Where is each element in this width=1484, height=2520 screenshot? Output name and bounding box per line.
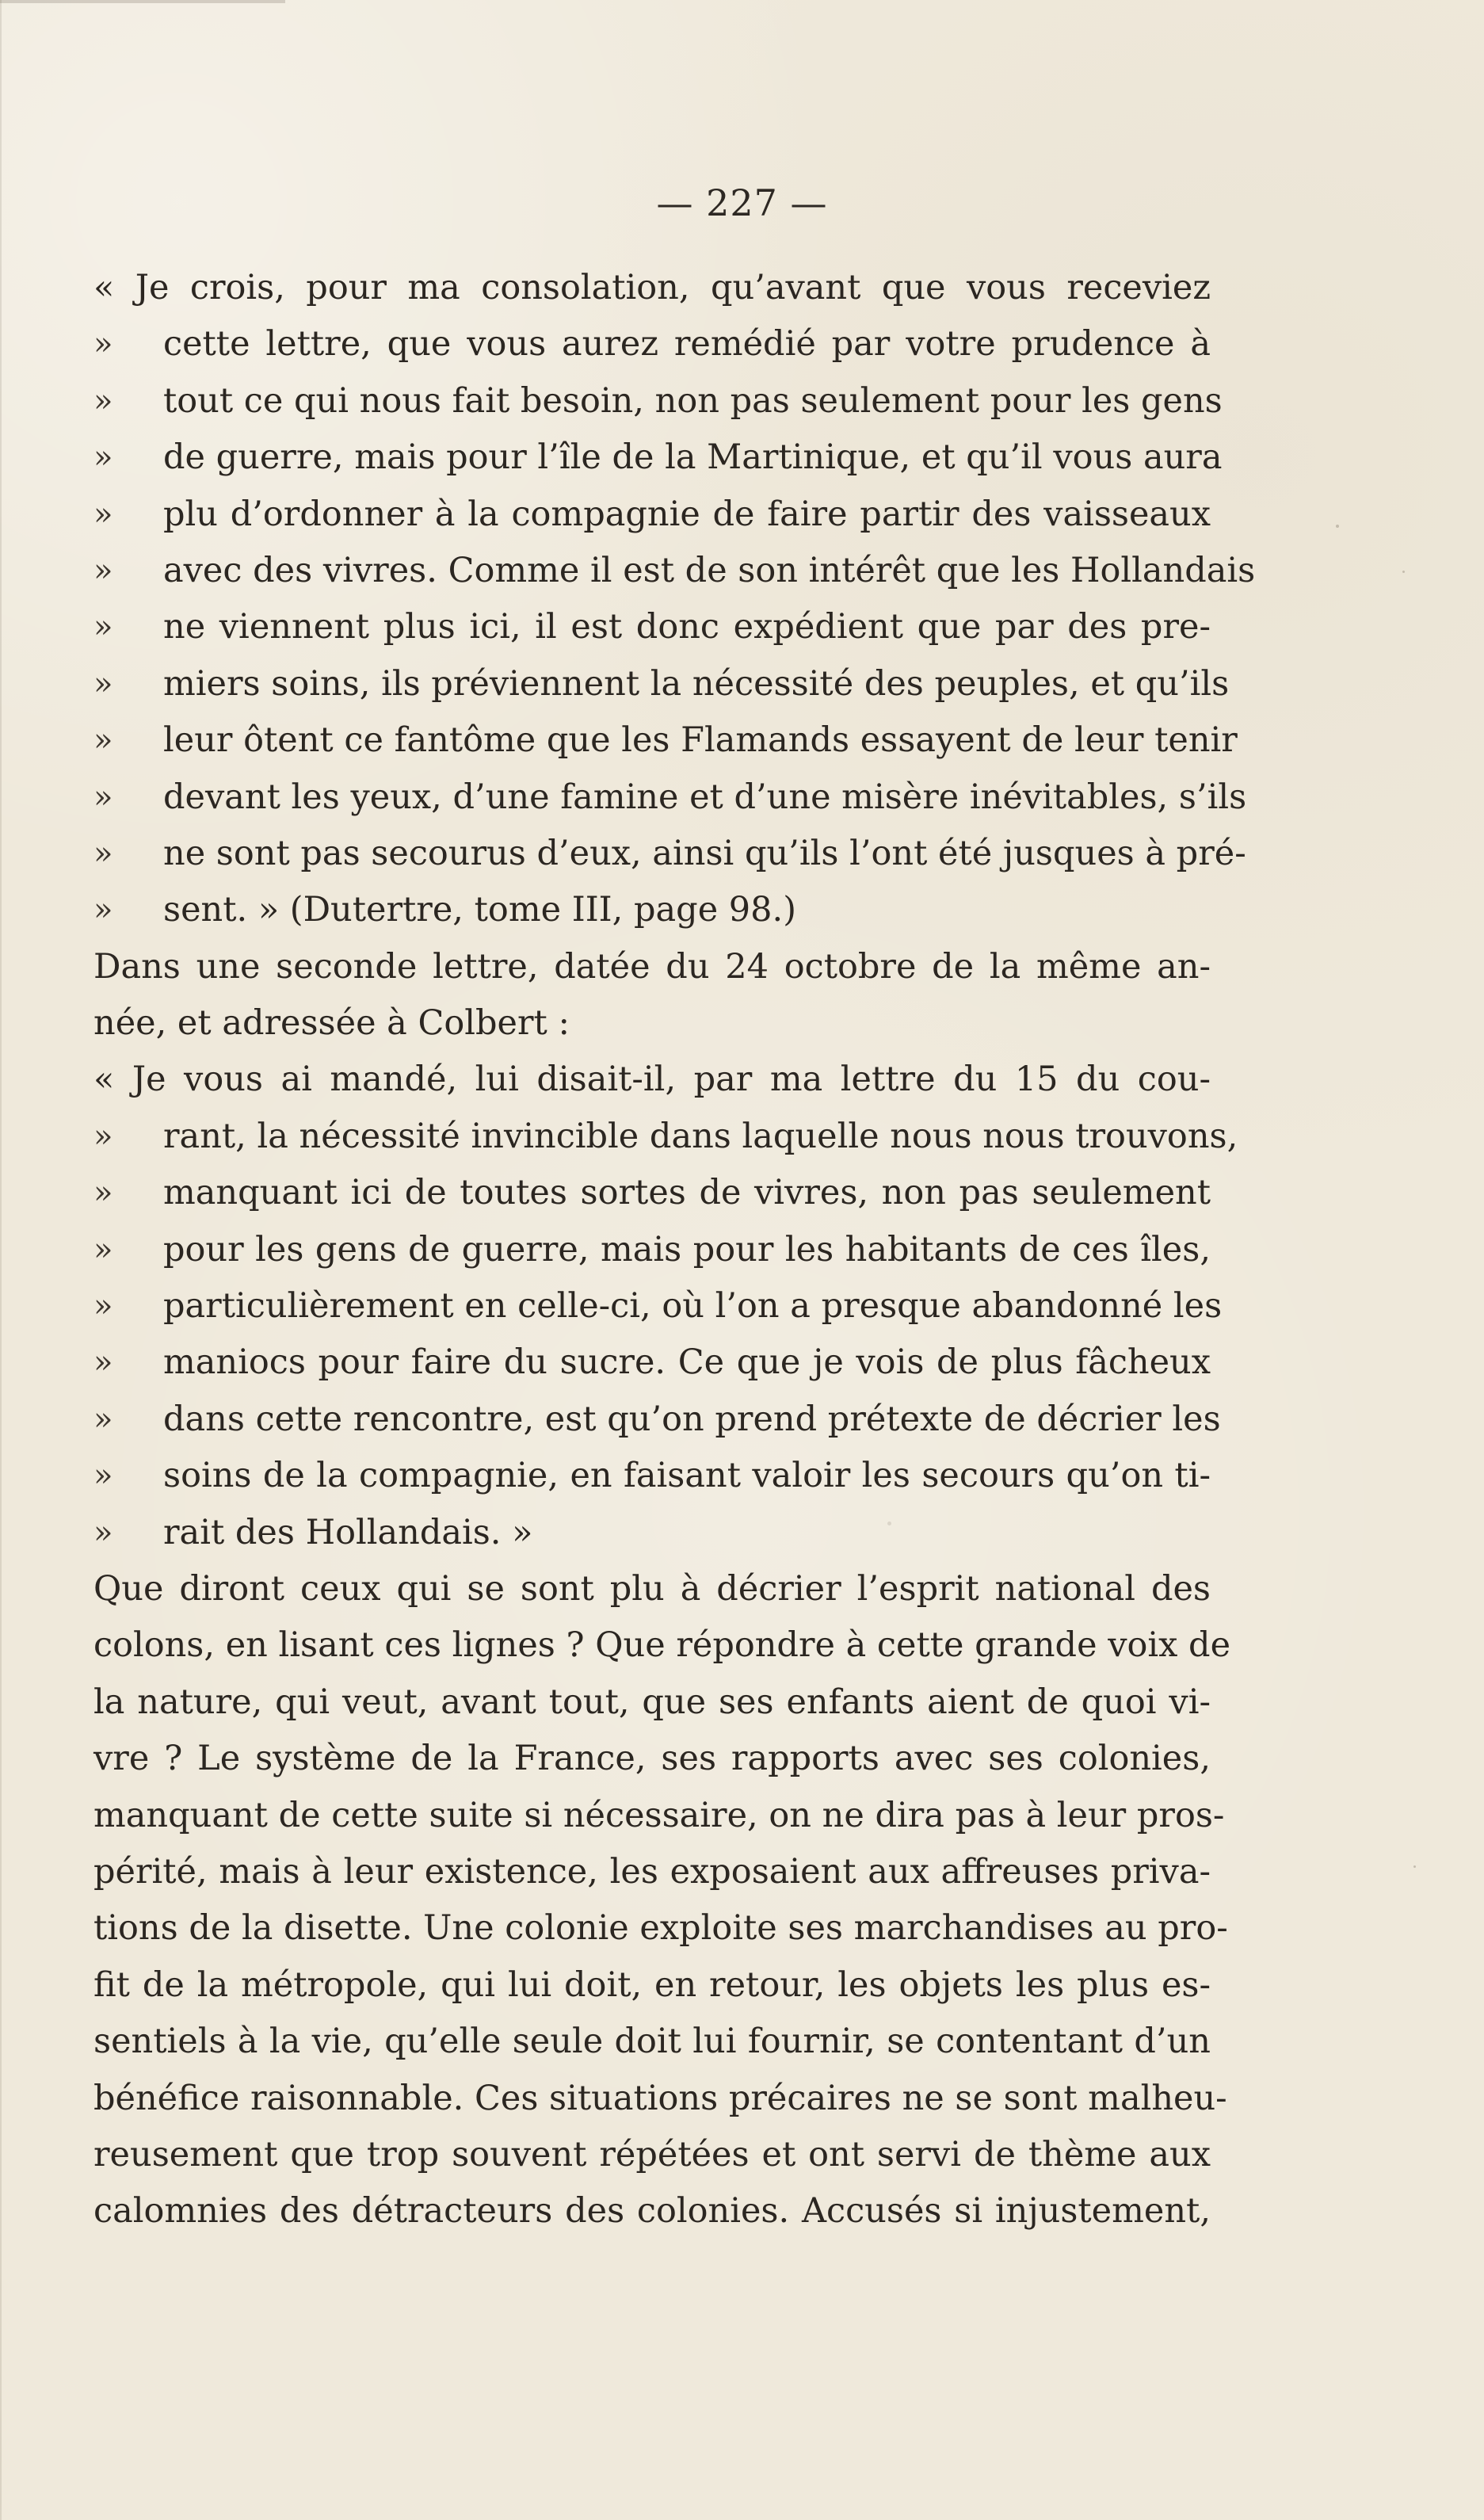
quote-marker: »: [93, 609, 113, 646]
line-text: de guerre, mais pour l’île de la Martinique, et qu’il vous aura: [163, 437, 1223, 478]
line-text: Que diront ceux qui se sont plu à décrier l’esprit national des: [93, 1568, 1211, 1609]
top-edge-mark: [0, 0, 285, 3]
text-line: [93, 826, 1246, 882]
quote-marker: »: [93, 892, 113, 929]
text-line: [93, 712, 1238, 769]
line-text: avec des vivres. Comme il est de son intérêt que les Hollandais: [163, 550, 1256, 590]
line-text: sent. » (Dutertre, tome III, page 98.): [163, 890, 796, 930]
text-line: [93, 1731, 1211, 1787]
text-line: [93, 1334, 1211, 1391]
line-text: bénéfice raisonnable. Ces situations précaires ne se sont malheu-: [93, 2078, 1227, 2118]
quote-marker: »: [93, 326, 113, 363]
quote-marker: »: [93, 778, 113, 815]
quote-marker: »: [93, 722, 113, 759]
text-line: [93, 656, 1230, 712]
quote-marker: »: [93, 1174, 113, 1212]
quote-marker: »: [93, 382, 113, 419]
line-text: calomnies des détracteurs des colonies. Accusés si injustement,: [93, 2191, 1211, 2232]
text-line: [93, 1561, 1211, 1617]
line-text: fit de la métropole, qui lui doit, en retour, les objets les plus es-: [93, 1964, 1211, 2005]
quote-marker: »: [93, 834, 113, 872]
page-number: — 227 —: [656, 181, 828, 224]
line-text: rait des Hollandais. »: [163, 1512, 533, 1552]
line-text: plu d’ordonner à la compagnie de faire partir des vaisseaux: [163, 494, 1211, 534]
line-text: née, et adressée à Colbert :: [93, 1003, 570, 1044]
text-line: [93, 995, 1211, 1052]
quote-marker: »: [93, 1400, 113, 1438]
text-line: [93, 1052, 1211, 1108]
line-text: ne viennent plus ici, il est donc expédient que par des pre-: [163, 607, 1211, 647]
text-line: [93, 1392, 1221, 1448]
text-line: [93, 487, 1211, 543]
line-text: miers soins, ils préviennent la nécessité des peuples, et qu’ils: [163, 663, 1230, 704]
quote-marker: »: [93, 1231, 113, 1268]
text-line: [93, 1222, 1211, 1278]
line-text: particulièrement en celle-ci, où l’on a presque abandonné les: [163, 1286, 1223, 1327]
text-line: [93, 1165, 1211, 1221]
line-text: « Je crois, pour ma consolation, qu’avant que vous receviez: [93, 268, 1211, 307]
quote-marker: »: [93, 495, 113, 533]
text-line: [93, 2014, 1211, 2070]
line-text: la nature, qui veut, avant tout, que ses enfants aient de quoi vi-: [93, 1682, 1211, 1722]
paper-speck: [1413, 1865, 1416, 1868]
line-text: manquant ici de toutes sortes de vivres, non pas seulement: [163, 1173, 1211, 1213]
line-text: tout ce qui nous fait besoin, non pas seulement pour les gens: [163, 380, 1223, 421]
text-line: [93, 316, 1211, 372]
quote-marker: »: [93, 1288, 113, 1325]
text-line: [93, 769, 1247, 826]
line-text: Dans une seconde lettre, datée du 24 octobre de la même an-: [93, 946, 1211, 987]
line-text: devant les yeux, d’une famine et d’une misère inévitables, s’ils: [163, 777, 1247, 817]
text-line: [93, 1109, 1238, 1165]
text-line: [93, 1617, 1231, 1674]
line-text: périté, mais à leur existence, les exposaient aux affreuses priva-: [93, 1851, 1211, 1892]
text-line: [93, 1844, 1211, 1900]
line-text: soins de la compagnie, en faisant valoir les secours qu’on ti-: [163, 1456, 1211, 1496]
line-text: manquant de cette suite si nécessaire, on ne dira pas à leur pros-: [93, 1795, 1225, 1835]
text-line: [93, 599, 1211, 655]
line-text: maniocs pour faire du sucre. Ce que je vois de plus fâcheux: [163, 1342, 1211, 1383]
quote-marker: »: [93, 552, 113, 589]
text-line: [93, 430, 1223, 486]
line-text: tions de la disette. Une colonie exploite ses marchandises au pro-: [93, 1908, 1228, 1949]
line-text: cette lettre, que vous aurez remédié par votre prudence à: [163, 324, 1211, 365]
text-line: [93, 260, 1211, 316]
line-text: reusement que trop souvent répétées et ont servi de thème aux: [93, 2134, 1211, 2174]
text-line: [93, 1505, 1211, 1561]
line-text: pour les gens de guerre, mais pour les habitants de ces îles,: [163, 1229, 1211, 1270]
text-line: [93, 939, 1211, 995]
line-text: vre ? Le système de la France, ses rapports avec ses colonies,: [93, 1739, 1211, 1779]
quote-marker: »: [93, 1457, 113, 1495]
text-line: [93, 2183, 1211, 2239]
line-text: dans cette rencontre, est qu’on prend prétexte de décrier les: [163, 1399, 1221, 1439]
text-line: [93, 543, 1256, 599]
text-line: [93, 2127, 1211, 2183]
page-edge: [0, 0, 2, 2520]
text-line: [93, 2071, 1227, 2127]
text-line: [93, 882, 1211, 938]
quote-marker: »: [93, 1344, 113, 1381]
line-text: leur ôtent ce fantôme que les Flamands essayent de leur tenir: [163, 720, 1238, 761]
text-line: [93, 373, 1223, 430]
line-text: sentiels à la vie, qu’elle seule doit lui fournir, se contentant d’un: [93, 2022, 1211, 2062]
text-line: [93, 1900, 1228, 1957]
text-line: [93, 1674, 1211, 1731]
quote-marker: »: [93, 1514, 113, 1551]
text-line: [93, 1957, 1211, 2014]
paper-speck: [1336, 525, 1339, 528]
quote-marker: »: [93, 1117, 113, 1155]
text-line: [93, 1448, 1211, 1504]
quote-marker: »: [93, 439, 113, 476]
line-text: ne sont pas secourus d’eux, ainsi qu’ils l’ont été jusques à pré-: [163, 833, 1246, 873]
paper-speck: [1402, 571, 1405, 573]
line-text: rant, la nécessité invincible dans laquelle nous nous trouvons,: [163, 1116, 1238, 1156]
line-text: colons, en lisant ces lignes ? Que répondre à cette grande voix de: [93, 1625, 1231, 1666]
text-block: [93, 260, 1256, 2240]
line-text: « Je vous ai mandé, lui disait-il, par ma lettre du 15 du cou-: [93, 1060, 1211, 1100]
text-line: [93, 1788, 1225, 1844]
text-line: [93, 1278, 1223, 1334]
quote-marker: »: [93, 665, 113, 702]
